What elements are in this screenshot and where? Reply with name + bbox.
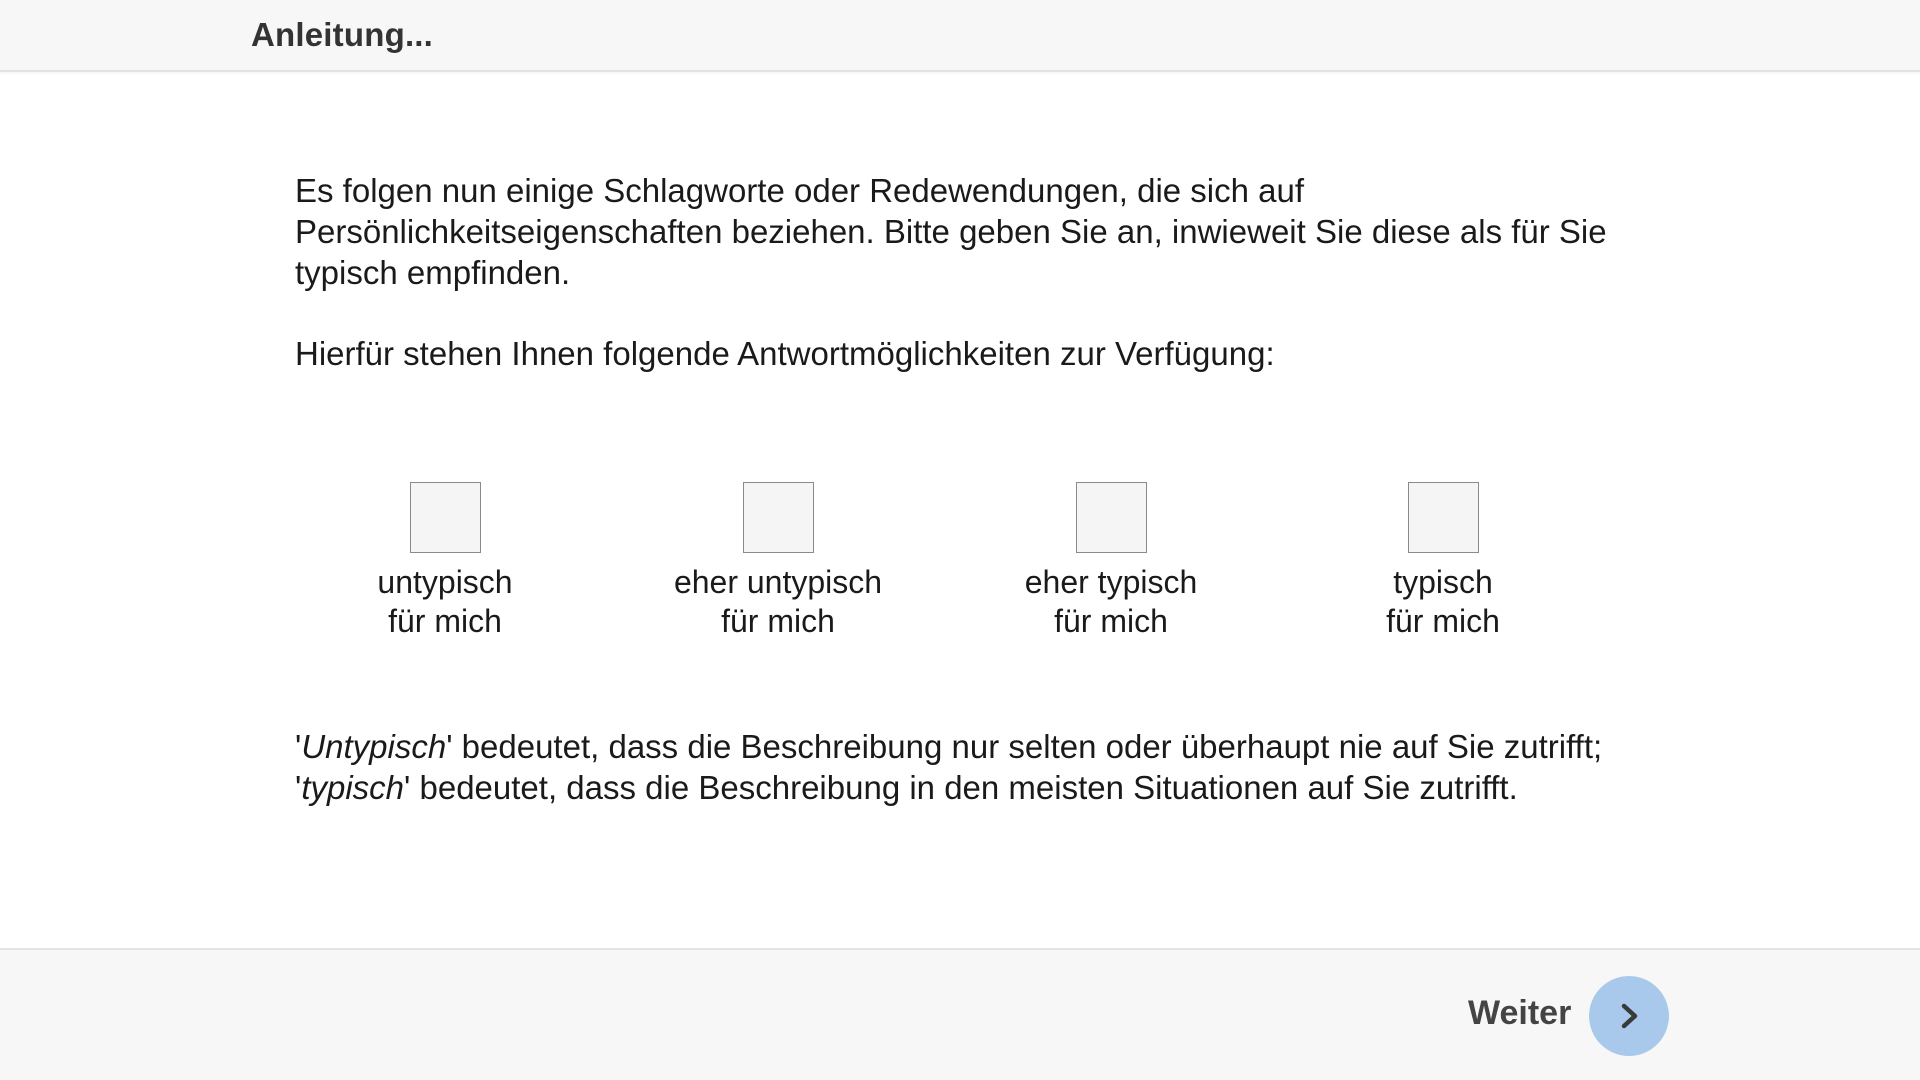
chevron-right-icon	[1614, 1001, 1644, 1031]
explanation-paragraph: 'Untypisch' bedeutet, dass die Beschreibung nur selten oder überhaupt nie auf Sie zutrifft; 'typisch' bedeutet, dass die Beschreibung in den meisten Situationen auf Sie zutrifft.	[295, 728, 1603, 806]
next-label[interactable]: Weiter	[1468, 994, 1572, 1032]
page-title: Anleitung...	[251, 16, 434, 53]
scale-option-eher-typisch	[961, 482, 1261, 641]
next-button[interactable]	[1589, 976, 1669, 1056]
checkbox-untypisch[interactable]	[410, 482, 481, 553]
term-typisch: typisch	[301, 769, 405, 806]
scale-label: eher typisch für mich	[1024, 564, 1198, 639]
scale-option-eher-untypisch	[628, 482, 928, 641]
scale-label: untypisch für mich	[377, 564, 513, 639]
answer-scale	[295, 482, 1625, 652]
checkbox-eher-untypisch[interactable]	[743, 482, 814, 553]
scale-label: eher untypisch für mich	[673, 564, 883, 639]
term-untypisch: Untypisch	[301, 728, 447, 765]
page-header	[0, 0, 1920, 72]
options-intro: Hierfür stehen Ihnen folgende Antwortmöglichkeiten zur Verfügung:	[295, 335, 1275, 372]
instructions	[295, 170, 1635, 374]
checkbox-typisch[interactable]	[1408, 482, 1479, 553]
checkbox-eher-typisch[interactable]	[1076, 482, 1147, 553]
scale-option-untypisch	[295, 482, 595, 641]
scale-label: typisch für mich	[1386, 564, 1500, 639]
scale-option-typisch	[1293, 482, 1593, 641]
intro-paragraph: Es folgen nun einige Schlagworte oder Redewendungen, die sich auf Persönlichkeitseigenschaften beziehen. Bitte geben Sie an, inwieweit Sie diese als für Sie typisch empfinden.	[295, 172, 1607, 291]
